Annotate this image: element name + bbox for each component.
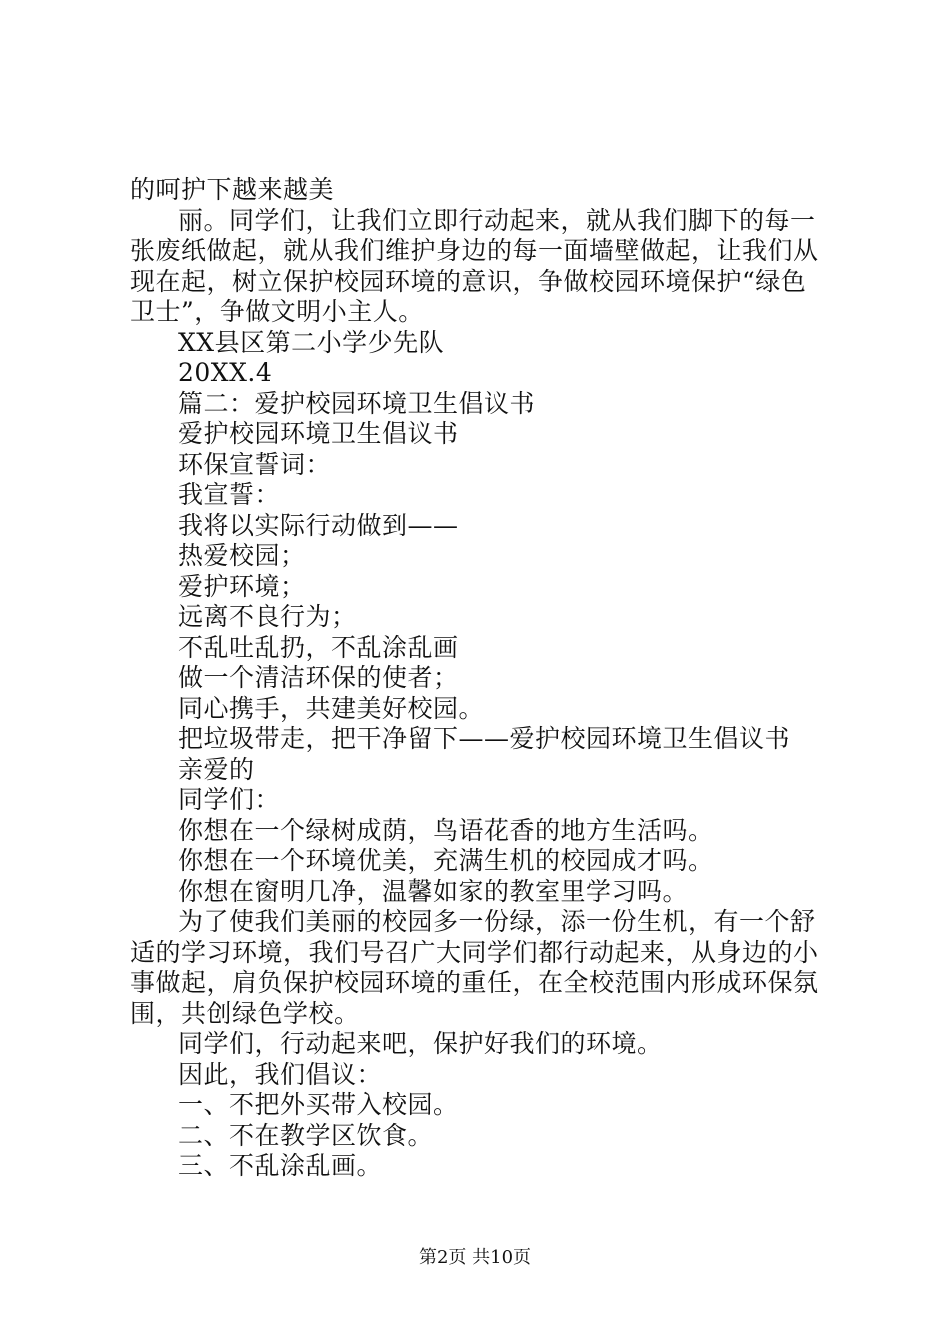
text-line: 同学们： <box>178 785 281 814</box>
text-line: 不乱吐乱扔，不乱涂乱画 <box>178 632 459 662</box>
text-line: 丽。同学们，让我们立即行动起来，就从我们脚下的每一 <box>178 205 816 235</box>
text-line: 事做起，肩负保护校园环境的重任，在全校范围内形成环保氛 <box>130 968 819 997</box>
text-line: 亲爱的 <box>178 754 255 784</box>
text-line: 围，共创绿色学校。 <box>130 998 360 1028</box>
text-line: 的呵护下越来越美 <box>130 175 335 204</box>
text-line: 二、不在教学区饮食。 <box>178 1120 434 1150</box>
document-body <box>130 175 840 1182</box>
text-line: 热爱校园； <box>178 541 306 570</box>
text-line: XX县区第二小学少先队 <box>178 327 445 357</box>
text-line: 张废纸做起，就从我们维护身边的每一面墙壁做起，让我们从 <box>130 236 819 265</box>
text-line: 做一个清洁环保的使者； <box>178 663 459 692</box>
text-line: 同学们，行动起来吧，保护好我们的环境。 <box>178 1029 663 1058</box>
text-line: 环保宣誓词： <box>178 449 332 479</box>
text-line: 爱护环境； <box>178 571 306 601</box>
text-line: 一、不把外买带入校园。 <box>178 1090 459 1119</box>
text-line: 因此，我们倡议： <box>178 1059 383 1089</box>
page-footer: 第2页 共10页 <box>418 1247 532 1268</box>
text-line: 你想在一个绿树成荫，鸟语花香的地方生活吗。 <box>178 815 714 845</box>
text-line: 你想在一个环境优美，充满生机的校园成才吗。 <box>178 846 714 875</box>
section-heading: 篇二：爱护校园环境卫生倡议书 <box>178 388 536 418</box>
text-line: 我宣誓： <box>178 480 281 509</box>
text-line: 为了使我们美丽的校园多一份绿，添一份生机，有一个舒 <box>178 907 816 936</box>
text-line: 现在起，树立保护校园环境的意识，争做校园环境保护“绿色 <box>130 266 807 296</box>
text-line: 卫士”，争做文明小主人。 <box>130 297 424 326</box>
text-line: 把垃圾带走，把干净留下——爱护校园环境卫生倡议书 <box>178 724 791 753</box>
text-line: 同心携手，共建美好校园。 <box>178 693 485 723</box>
text-line: 适的学习环境，我们号召广大同学们都行动起来，从身边的小 <box>130 937 819 967</box>
text-line: 三、不乱涂乱画。 <box>178 1151 383 1180</box>
text-line: 你想在窗明几净，温馨如家的教室里学习吗。 <box>178 876 689 906</box>
text-line: 我将以实际行动做到—— <box>178 510 459 540</box>
document-title: 爱护校园环境卫生倡议书 <box>178 419 459 448</box>
text-line: 远离不良行为； <box>178 602 357 631</box>
text-line: 20XX.4 <box>178 358 273 387</box>
